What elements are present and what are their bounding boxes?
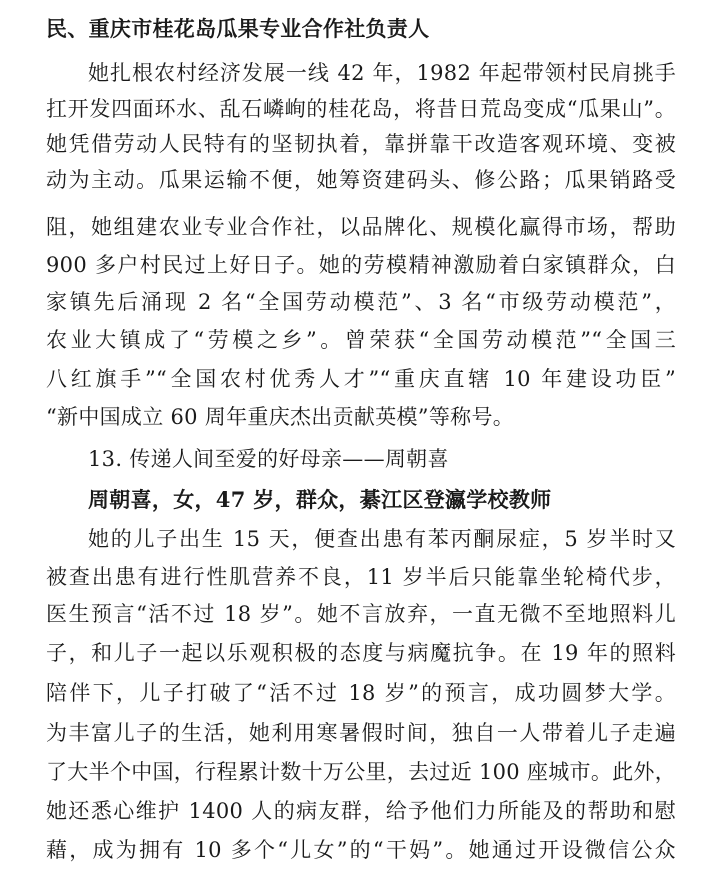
text-line-15: 被查出患有进行性肌营养不良，11 岁半后只能靠坐轮椅代步， bbox=[46, 565, 676, 589]
text-line-8: 家镇先后涌现 2 名“全国劳动模范”、3 名“市级劳动模范”， bbox=[46, 290, 676, 314]
text-line-4: 她凭借劳动人民特有的坚韧执着，靠拼靠干改造客观环境、变被 bbox=[46, 132, 676, 156]
text-line-17: 子，和儿子一起以乐观积极的态度与病魔抗争。在 19 年的照料 bbox=[46, 641, 676, 665]
text-line-1: 民、重庆市桂花岛瓜果专业合作社负责人 bbox=[46, 16, 430, 41]
text-line-14: 她的儿子出生 15 天，便查出患有苯丙酮尿症，5 岁半时又 bbox=[88, 527, 676, 551]
person-profile: 周朝喜，女，47 岁，群众，綦江区登瀛学校教师 bbox=[88, 487, 552, 512]
text-line-19: 为丰富儿子的生活，她利用寒暑假时间，独自一人带着儿子走遍 bbox=[46, 721, 676, 745]
text-line-18: 陪伴下，儿子打破了“活不过 18 岁”的预言，成功圆梦大学。 bbox=[46, 681, 676, 705]
text-line-3: 扛开发四面环水、乱石嶙峋的桂花岛，将昔日荒岛变成“瓜果山”。 bbox=[46, 97, 676, 121]
text-line-5: 动为主动。瓜果运输不便，她筹资建码头、修公路；瓜果销路受 bbox=[46, 168, 676, 192]
text-line-20: 了大半个中国，行程累计数十万公里，去过近 100 座城市。此外， bbox=[46, 760, 677, 784]
text-line-11: “新中国成立 60 周年重庆杰出贡献英模”等称号。 bbox=[46, 405, 515, 429]
text-line-7: 900 多户村民过上好日子。她的劳模精神激励着白家镇群众，白 bbox=[46, 253, 676, 277]
text-line-2: 她扎根农村经济发展一线 42 年，1982 年起带领村民肩挑手 bbox=[88, 61, 676, 85]
text-line-10: 八红旗手”“全国农村优秀人才”“重庆直辖 10 年建设功臣” bbox=[46, 367, 676, 391]
section-heading: 13. 传递人间至爱的好母亲——周朝喜 bbox=[88, 447, 449, 471]
text-line-21: 她还悉心维护 1400 人的病友群，给予他们力所能及的帮助和慰 bbox=[46, 799, 676, 823]
text-line-16: 医生预言“活不过 18 岁”。她不言放弃，一直无微不至地照料儿 bbox=[46, 602, 676, 626]
text-line-9: 农业大镇成了“劳模之乡”。曾荣获“全国劳动模范”“全国三 bbox=[46, 328, 676, 352]
text-line-22: 藉，成为拥有 10 多个“儿女”的“干妈”。她通过开设微信公众 bbox=[46, 838, 676, 862]
text-line-6: 阻，她组建农业专业合作社，以品牌化、规模化赢得市场，帮助 bbox=[46, 215, 676, 239]
